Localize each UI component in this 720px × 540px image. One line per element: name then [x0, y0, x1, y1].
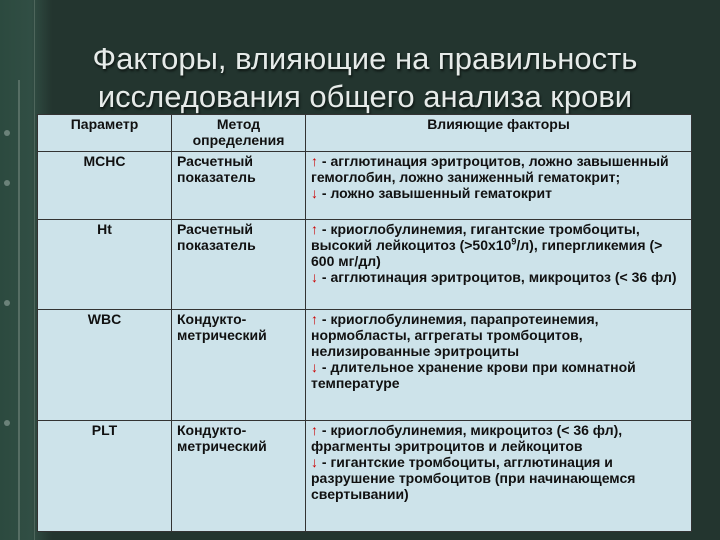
- up-arrow-icon: ↑: [311, 153, 318, 169]
- decrease-factors: [311, 185, 686, 201]
- header-param: Параметр: [38, 115, 172, 152]
- up-arrow-icon: ↑: [311, 221, 318, 238]
- background-dot: [4, 420, 10, 426]
- increase-factors: [311, 311, 686, 359]
- increase-text: - криоглобулинемия, микроцитоз (< 36 фл), фрагменты эритроцитов и лейкоцитов: [311, 421, 623, 454]
- slide-title: [40, 40, 690, 116]
- background-dot: [4, 300, 10, 306]
- factors-cell: [306, 420, 692, 531]
- header-method: [172, 115, 306, 152]
- table-row: [38, 220, 692, 310]
- increase-factors: [311, 153, 686, 185]
- method-cell: [172, 152, 306, 220]
- increase-text: - криоглобулинемия, гигантские тромбоциты, высокий лейкоцитоз (>50х10: [311, 221, 640, 254]
- increase-text: - агглютинация эритроцитов, ложно завышенный гемоглобин, ложно заниженный гематокрит;: [311, 153, 669, 185]
- method-line: метрический: [177, 437, 267, 454]
- table-header-row: [38, 115, 692, 152]
- down-arrow-icon: ↓: [311, 269, 318, 286]
- method-cell: [172, 220, 306, 310]
- method-line: метрический: [177, 326, 267, 343]
- method-cell: [172, 309, 306, 420]
- decrease-text: - длительное хранение крови при комнатной температуре: [311, 358, 636, 391]
- exponent: 9: [511, 236, 517, 247]
- background-dot: [4, 130, 10, 136]
- decrease-factors: [311, 269, 686, 285]
- decrease-factors: [311, 454, 686, 502]
- down-arrow-icon: ↓: [311, 453, 318, 470]
- method-line: Кондукто-: [177, 421, 247, 438]
- decrease-text: - ложно завышенный гематокрит: [318, 185, 552, 201]
- background-line: [18, 80, 20, 540]
- header-method-line: Метод: [216, 116, 261, 132]
- table-row: [38, 152, 692, 220]
- up-arrow-icon: ↑: [311, 421, 318, 438]
- title-line: исследования общего анализа крови: [97, 79, 633, 114]
- down-arrow-icon: ↓: [311, 185, 318, 201]
- param-cell: МСНС: [38, 152, 172, 220]
- method-cell: [172, 420, 306, 531]
- increase-text: /л), гипергликемия (> 600 мг/дл): [311, 237, 663, 270]
- param-cell: PLT: [38, 420, 172, 531]
- increase-factors: [311, 221, 686, 269]
- header-method-line: определения: [192, 132, 285, 148]
- decrease-text: - гигантские тромбоциты, агглютинация и разрушение тромбоцитов (при начинающемся свертывании): [311, 453, 636, 502]
- up-arrow-icon: ↑: [311, 310, 318, 327]
- param-cell: WBC: [38, 309, 172, 420]
- method-line: Расчетный: [177, 153, 253, 169]
- factors-cell: [306, 309, 692, 420]
- background-line: [34, 0, 35, 540]
- decrease-factors: [311, 359, 686, 391]
- table-row: [38, 420, 692, 531]
- decrease-text: - агглютинация эритроцитов, микроцитоз (< 36 фл): [318, 269, 677, 286]
- header-factors: Влияющие факторы: [306, 115, 692, 152]
- method-line: показатель: [177, 237, 256, 254]
- param-cell: Ht: [38, 220, 172, 310]
- factors-table: [37, 114, 692, 532]
- title-line: Факторы, влияющие на правильность: [92, 41, 638, 76]
- method-line: показатель: [177, 169, 256, 185]
- increase-factors: [311, 422, 686, 454]
- table-row: [38, 309, 692, 420]
- background-dot: [4, 180, 10, 186]
- method-line: Расчетный: [177, 221, 253, 238]
- factors-cell: [306, 152, 692, 220]
- down-arrow-icon: ↓: [311, 358, 318, 375]
- factors-cell: [306, 220, 692, 310]
- method-line: Кондукто-: [177, 310, 247, 327]
- increase-text: - криоглобулинемия, парапротеинемия, нормобласты, аггрегаты тромбоцитов, нелизированные эритроциты: [311, 310, 599, 359]
